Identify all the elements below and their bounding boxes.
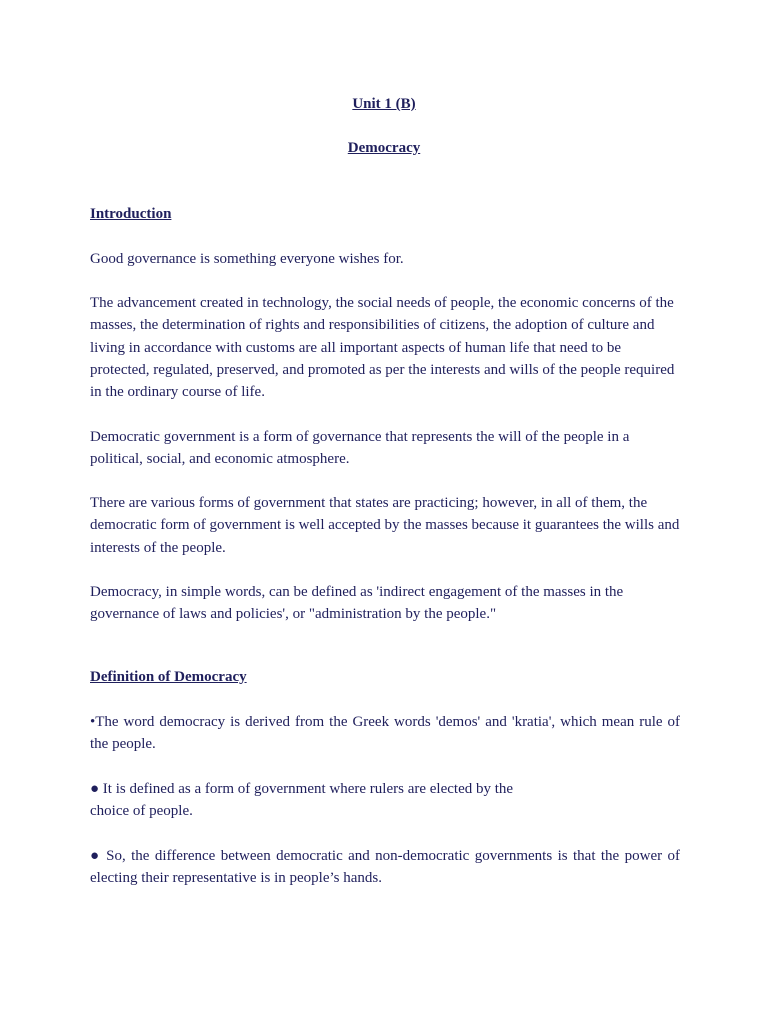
definition-bullet-2 xyxy=(90,778,680,823)
introduction-heading: Introduction xyxy=(90,206,172,222)
intro-paragraph-4: There are various forms of government that states are practicing; however, in all of them, the democratic form of government is well accepted by the masses because it guarantees the wills and interests of the people. xyxy=(90,495,680,556)
unit-title: Unit 1 (B) xyxy=(352,96,416,112)
document-title: Democracy xyxy=(347,140,421,156)
definition-bullet-1: •The word democracy is derived from the Greek words 'demos' and 'kratia', which mean rule of the people. xyxy=(90,714,680,753)
definition-bullet-2-line-1: ● It is defined as a form of government where rulers are elected by the xyxy=(90,781,514,797)
intro-paragraph-2: The advancement created in technology, the social needs of people, the economic concerns of the masses, the determination of rights and responsibilities of citizens, the adoption of culture and living in accordance with customs are all important aspects of human life that need to be protected, regulated, preserved, and promoted as per the interests and wills of the people required in the ordinary course of life. xyxy=(90,295,675,401)
intro-paragraph-5: Democracy, in simple words, can be defined as 'indirect engagement of the masses in the governance of laws and policies', or "administration by the people." xyxy=(90,584,624,623)
intro-paragraph-3: Democratic government is a form of governance that represents the will of the people in a political, social, and economic atmosphere. xyxy=(90,429,630,468)
definition-bullet-2-line-2: choice of people. xyxy=(90,803,193,820)
intro-paragraph-1: Good governance is something everyone wishes for. xyxy=(90,251,404,267)
definition-heading: Definition of Democracy xyxy=(90,669,247,685)
definition-bullet-3: ● So, the difference between democratic and non-democratic governments is that the power of electing their representative is in people’s hands. xyxy=(90,848,680,887)
